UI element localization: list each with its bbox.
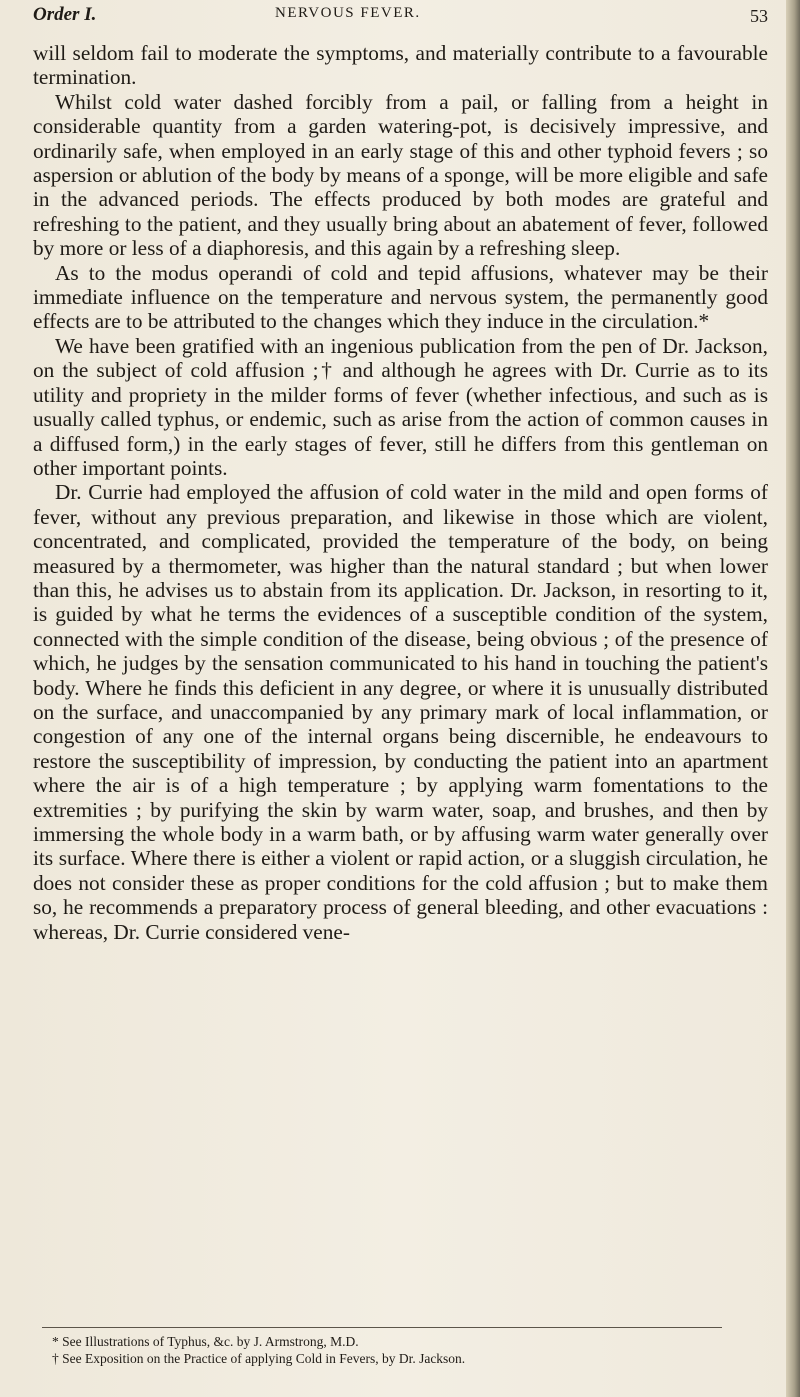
body-text bbox=[33, 41, 768, 944]
paragraph: Dr. Currie had employed the affusion of cold water in the mild and open forms of fever, without any previous preparation, and likewise in those which are violent, concentrated, and complicated, provided the temperature of the body, on being measured by a thermometer, was higher than the natural standard ; but when lower than this, he advises us to abstain from its application. Dr. Jackson, in resorting to it, is guided by what he terms the evidences of a susceptible condition of the system, connected with the simple condition of the disease, being obvious ; of the presence of which, he judges by the sensation communicated to his hand in touching the patient's body. Where he finds this deficient in any degree, or where it is unusually distributed on the surface, and unaccompanied by any primary mark of local inflammation, or congestion of any one of the internal organs being discernible, he endeavours to restore the susceptibility of impression, by conducting the patient into an apartment where the air is of a high temperature ; by applying warm fomentations to the extremities ; by purifying the skin by warm water, soap, and brushes, and then by immersing the whole body in a warm bath, or by affusing warm water generally over its surface. Where there is either a violent or rapid action, or a sluggish circulation, he does not consider these as proper conditions for the cold affusion ; but to make them so, he recommends a preparatory process of general bleeding, and other evacuations : whereas, Dr. Currie considered vene- bbox=[33, 480, 768, 944]
footnote: * See Illustrations of Typhus, &c. by J. Armstrong, M.D. bbox=[52, 1334, 359, 1349]
footnote: † See Exposition on the Practice of applying Cold in Fevers, by Dr. Jackson. bbox=[52, 1351, 466, 1366]
running-header bbox=[33, 4, 768, 34]
page-number: 53 bbox=[750, 6, 768, 26]
page-binding-edge bbox=[786, 0, 800, 1397]
footnotes bbox=[52, 1333, 767, 1367]
header-order: Order I. bbox=[33, 4, 97, 25]
footnote-rule bbox=[42, 1327, 722, 1328]
header-title: NERVOUS FEVER. bbox=[275, 5, 421, 21]
paragraph: Whilst cold water dashed forcibly from a pail, or falling from a height in considerable quantity from a garden watering-pot, is decisively impressive, and ordinarily safe, when employed in an early stage of this and other typhoid fevers ; so aspersion or ablution of the body by means of a sponge, will be more eligible and safe in the advanced periods. The effects produced by both modes are grateful and refreshing to the patient, and they usually bring about an abatement of fever, followed by more or less of a diaphoresis, and this again by a refreshing sleep. bbox=[33, 89, 768, 261]
paragraph: will seldom fail to moderate the symptoms, and materially contribute to a favourable termination. bbox=[33, 41, 768, 90]
paragraph: As to the modus operandi of cold and tepid affusions, whatever may be their immediate influence on the temperature and nervous system, the permanently good effects are to be attributed to the changes which they induce in the circulation.* bbox=[33, 260, 768, 334]
paragraph: We have been gratified with an ingenious publication from the pen of Dr. Jackson, on the subject of cold affusion ;† and although he agrees with Dr. Currie as to its utility and propriety in the milder forms of fever (whether infectious, and such as is usually called typhus, or endemic, such as arise from the action of common causes in a diffused form,) in the early stages of fever, still he differs from this gentleman on other important points. bbox=[33, 333, 768, 480]
